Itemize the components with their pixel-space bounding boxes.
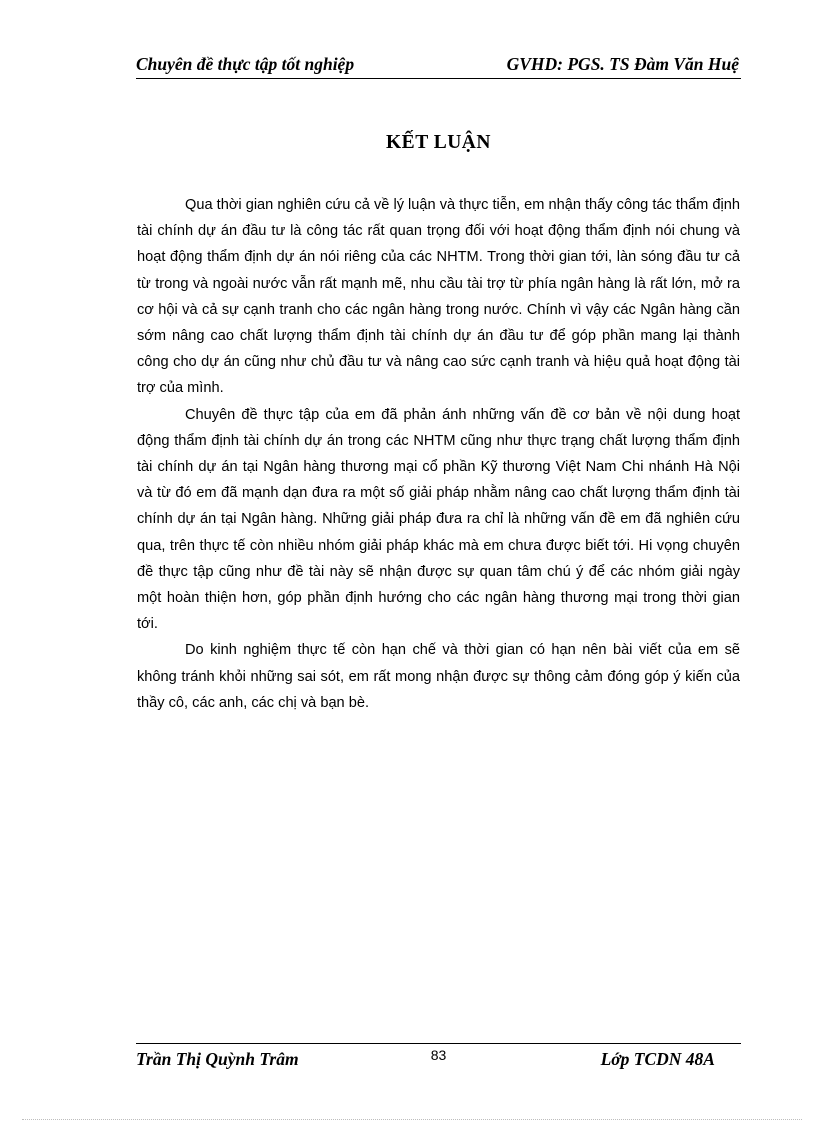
page-header: [136, 52, 741, 79]
footer-author: Trần Thị Quỳnh Trâm: [136, 1049, 299, 1069]
paragraph: Do kinh nghiệm thực tế còn hạn chế và thời gian có hạn nên bài viết của em sẽ không tránh khỏi những sai sót, em rất mong nhận được sự thông cảm đóng góp ý kiến của thầy cô, các anh, các chị và bạn bè.: [137, 642, 740, 711]
footer-class: Lớp TCDN 48A: [600, 1049, 715, 1069]
header-supervisor: GVHD: PGS. TS Đàm Văn Huệ: [506, 54, 739, 74]
paragraph: Chuyên đề thực tập của em đã phản ánh những vấn đề cơ bản về nội dung hoạt động thẩm định tài chính dự án trong các NHTM cũng như thực trạng chất lượng thẩm định tài chính dự án tại Ngân hàng thương mại cổ phần Kỹ thương Việt Nam Chi nhánh Hà Nội và từ đó em đã mạnh dạn đưa ra một số giải pháp nhằm nâng cao chất lượng thẩm định tài chính dự án tại Ngân hàng. Những giải pháp đưa ra chỉ là những vấn đề em đã nghiên cứu qua, trên thực tế còn nhiều nhóm giải pháp khác mà em chưa được biết tới. Hi vọng chuyên đề thực tập cũng như đề tài này sẽ nhận được sự quan tâm chú ý để các nhóm giải ngày một hoàn thiện hơn, góp phần định hướng cho các ngân hàng thương mại trong thời gian tới.: [137, 406, 740, 633]
page-footer: [136, 1043, 741, 1074]
document-body: [137, 192, 740, 716]
page-bottom-divider: [22, 1119, 802, 1120]
page-title: KẾT LUẬN: [386, 132, 491, 153]
paragraph: Qua thời gian nghiên cứu cả về lý luận và thực tiễn, em nhận thấy công tác thẩm định tài chính dự án đầu tư là công tác rất quan trọng đối với hoạt động thẩm định nói chung và hoạt động thẩm định dự án nói riêng của các NHTM. Trong thời gian tới, làn sóng đầu tư cả từ trong và ngoài nước vẫn rất mạnh mẽ, nhu cầu tài trợ từ phía ngân hàng là rất lớn, mở ra cơ hội và cả sự cạnh tranh cho các ngân hàng trong nước. Chính vì vậy các Ngân hàng cần sớm nâng cao chất lượng thẩm định tài chính dự án đầu tư để góp phần mang lại thành công cho dự án cũng như chủ đầu tư và nâng cao sức cạnh tranh và hiệu quả hoạt động tài trợ của mình.: [137, 197, 740, 397]
page-number: 83: [430, 1047, 447, 1063]
header-document-title: Chuyên đề thực tập tốt nghiệp: [136, 54, 355, 74]
